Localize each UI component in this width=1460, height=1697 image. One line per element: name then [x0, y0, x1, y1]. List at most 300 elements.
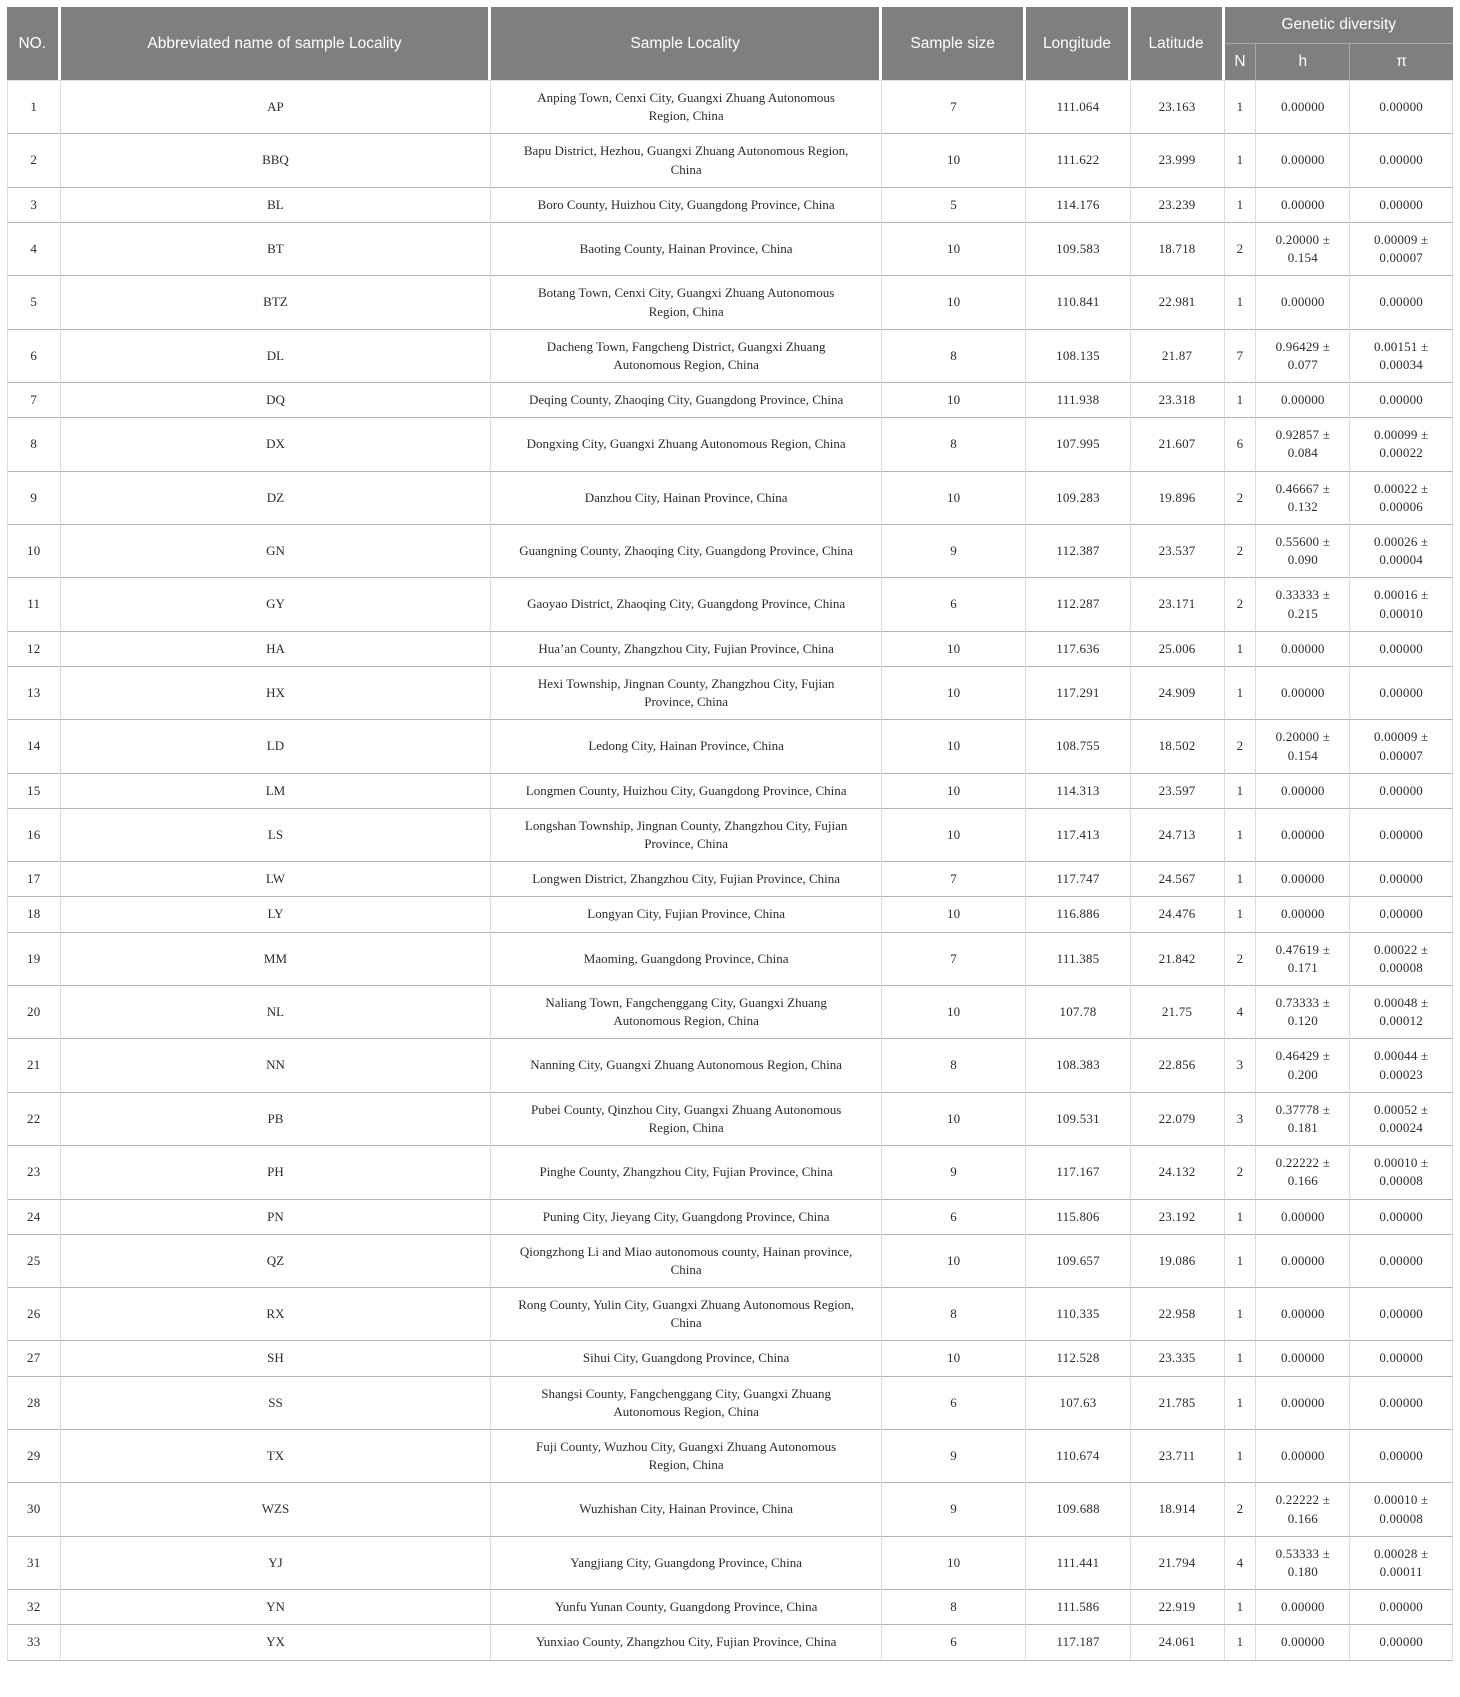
- table-row: [7, 525, 1453, 578]
- cell-abbreviated-name: AP: [61, 80, 492, 134]
- cell-sample-locality: Baoting County, Hainan Province, China: [491, 223, 881, 276]
- cell-pi: 0.00000: [1350, 80, 1453, 134]
- cell-h: 0.00000: [1256, 809, 1350, 862]
- cell-n: 1: [1225, 1235, 1257, 1288]
- cell-h: 0.96429 ± 0.077: [1256, 330, 1350, 383]
- cell-no: 10: [7, 525, 61, 578]
- cell-sample-size: 7: [882, 933, 1027, 986]
- cell-no: 20: [7, 986, 61, 1039]
- table-row: [7, 1288, 1453, 1341]
- cell-sample-locality: Dacheng Town, Fangcheng District, Guangxi Zhuang Autonomous Region, China: [491, 330, 881, 383]
- cell-latitude: 24.476: [1131, 897, 1225, 932]
- cell-no: 31: [7, 1537, 61, 1590]
- cell-n: 7: [1225, 330, 1257, 383]
- cell-abbreviated-name: TX: [61, 1430, 492, 1483]
- cell-pi: 0.00000: [1350, 897, 1453, 932]
- table-row: [7, 1377, 1453, 1430]
- cell-abbreviated-name: BBQ: [61, 134, 492, 187]
- cell-no: 5: [7, 276, 61, 329]
- table-row: [7, 1430, 1453, 1483]
- header-h: h: [1256, 44, 1350, 80]
- cell-sample-size: 9: [882, 525, 1027, 578]
- header-longitude: Longitude: [1026, 7, 1130, 80]
- cell-longitude: 112.387: [1026, 525, 1130, 578]
- table-row: [7, 1039, 1453, 1092]
- cell-longitude: 109.657: [1026, 1235, 1130, 1288]
- cell-pi: 0.00099 ± 0.00022: [1350, 418, 1453, 471]
- cell-longitude: 111.385: [1026, 933, 1130, 986]
- cell-abbreviated-name: GN: [61, 525, 492, 578]
- cell-sample-size: 6: [882, 578, 1027, 631]
- cell-pi: 0.00028 ± 0.00011: [1350, 1537, 1453, 1590]
- cell-abbreviated-name: NN: [61, 1039, 492, 1092]
- cell-n: 1: [1225, 809, 1257, 862]
- cell-h: 0.00000: [1256, 1590, 1350, 1625]
- cell-no: 14: [7, 720, 61, 773]
- cell-h: 0.00000: [1256, 1200, 1350, 1235]
- cell-no: 32: [7, 1590, 61, 1625]
- cell-n: 2: [1225, 472, 1257, 525]
- cell-pi: 0.00009 ± 0.00007: [1350, 720, 1453, 773]
- cell-sample-locality: Yunxiao County, Zhangzhou City, Fujian Province, China: [491, 1625, 881, 1660]
- cell-latitude: 19.896: [1131, 472, 1225, 525]
- cell-h: 0.22222 ± 0.166: [1256, 1146, 1350, 1199]
- cell-no: 9: [7, 472, 61, 525]
- cell-no: 25: [7, 1235, 61, 1288]
- cell-no: 2: [7, 134, 61, 187]
- cell-pi: 0.00044 ± 0.00023: [1350, 1039, 1453, 1092]
- cell-h: 0.53333 ± 0.180: [1256, 1537, 1350, 1590]
- cell-h: 0.00000: [1256, 862, 1350, 897]
- cell-abbreviated-name: LM: [61, 774, 492, 809]
- cell-n: 1: [1225, 774, 1257, 809]
- cell-abbreviated-name: PN: [61, 1200, 492, 1235]
- cell-longitude: 115.806: [1026, 1200, 1130, 1235]
- cell-h: 0.00000: [1256, 897, 1350, 932]
- cell-no: 18: [7, 897, 61, 932]
- cell-sample-size: 10: [882, 720, 1027, 773]
- cell-longitude: 111.064: [1026, 80, 1130, 134]
- cell-sample-locality: Anping Town, Cenxi City, Guangxi Zhuang Autonomous Region, China: [491, 80, 881, 134]
- cell-latitude: 22.958: [1131, 1288, 1225, 1341]
- cell-no: 17: [7, 862, 61, 897]
- cell-sample-locality: Hua’an County, Zhangzhou City, Fujian Province, China: [491, 632, 881, 667]
- cell-sample-size: 10: [882, 134, 1027, 187]
- cell-latitude: 23.318: [1131, 383, 1225, 418]
- cell-n: 1: [1225, 80, 1257, 134]
- cell-n: 2: [1225, 223, 1257, 276]
- header-no: NO.: [7, 7, 61, 80]
- cell-sample-locality: Bapu District, Hezhou, Guangxi Zhuang Autonomous Region, China: [491, 134, 881, 187]
- cell-sample-size: 9: [882, 1146, 1027, 1199]
- table-row: [7, 1093, 1453, 1146]
- table-row: [7, 1625, 1453, 1660]
- cell-sample-size: 8: [882, 330, 1027, 383]
- cell-n: 2: [1225, 1483, 1257, 1536]
- cell-sample-locality: Yunfu Yunan County, Guangdong Province, China: [491, 1590, 881, 1625]
- cell-sample-locality: Shangsi County, Fangchenggang City, Guangxi Zhuang Autonomous Region, China: [491, 1377, 881, 1430]
- cell-sample-size: 10: [882, 1093, 1027, 1146]
- cell-latitude: 18.718: [1131, 223, 1225, 276]
- cell-n: 2: [1225, 720, 1257, 773]
- cell-abbreviated-name: LW: [61, 862, 492, 897]
- cell-h: 0.00000: [1256, 80, 1350, 134]
- cell-latitude: 22.856: [1131, 1039, 1225, 1092]
- cell-no: 16: [7, 809, 61, 862]
- cell-pi: 0.00000: [1350, 383, 1453, 418]
- cell-latitude: 23.239: [1131, 188, 1225, 223]
- cell-no: 33: [7, 1625, 61, 1660]
- cell-longitude: 110.841: [1026, 276, 1130, 329]
- header-n: N: [1225, 44, 1257, 80]
- header-pi: π: [1350, 44, 1453, 80]
- cell-h: 0.00000: [1256, 383, 1350, 418]
- header-latitude: Latitude: [1131, 7, 1225, 80]
- cell-sample-size: 5: [882, 188, 1027, 223]
- cell-sample-size: 8: [882, 1590, 1027, 1625]
- sample-locality-table: [7, 7, 1453, 1661]
- cell-h: 0.33333 ± 0.215: [1256, 578, 1350, 631]
- cell-latitude: 22.079: [1131, 1093, 1225, 1146]
- cell-sample-locality: Longwen District, Zhangzhou City, Fujian Province, China: [491, 862, 881, 897]
- table-row: [7, 667, 1453, 720]
- cell-no: 21: [7, 1039, 61, 1092]
- cell-longitude: 109.688: [1026, 1483, 1130, 1536]
- table-row: [7, 1483, 1453, 1536]
- cell-n: 1: [1225, 1377, 1257, 1430]
- header-sample-locality: Sample Locality: [491, 7, 881, 80]
- cell-n: 1: [1225, 897, 1257, 932]
- cell-no: 29: [7, 1430, 61, 1483]
- cell-pi: 0.00010 ± 0.00008: [1350, 1146, 1453, 1199]
- cell-latitude: 23.335: [1131, 1341, 1225, 1376]
- cell-h: 0.73333 ± 0.120: [1256, 986, 1350, 1039]
- cell-latitude: 21.607: [1131, 418, 1225, 471]
- cell-latitude: 24.567: [1131, 862, 1225, 897]
- cell-abbreviated-name: BT: [61, 223, 492, 276]
- table-row: [7, 330, 1453, 383]
- table-row: [7, 933, 1453, 986]
- cell-sample-locality: Maoming, Guangdong Province, China: [491, 933, 881, 986]
- cell-latitude: 23.597: [1131, 774, 1225, 809]
- cell-sample-size: 8: [882, 1288, 1027, 1341]
- cell-sample-locality: Naliang Town, Fangchenggang City, Guangxi Zhuang Autonomous Region, China: [491, 986, 881, 1039]
- cell-h: 0.00000: [1256, 1235, 1350, 1288]
- table-header: [7, 7, 1453, 80]
- cell-h: 0.00000: [1256, 667, 1350, 720]
- cell-no: 24: [7, 1200, 61, 1235]
- cell-pi: 0.00000: [1350, 134, 1453, 187]
- cell-pi: 0.00000: [1350, 774, 1453, 809]
- cell-no: 7: [7, 383, 61, 418]
- cell-latitude: 23.999: [1131, 134, 1225, 187]
- table-row: [7, 472, 1453, 525]
- cell-longitude: 116.886: [1026, 897, 1130, 932]
- cell-abbreviated-name: HA: [61, 632, 492, 667]
- cell-n: 6: [1225, 418, 1257, 471]
- cell-longitude: 117.413: [1026, 809, 1130, 862]
- cell-longitude: 108.755: [1026, 720, 1130, 773]
- cell-latitude: 21.794: [1131, 1537, 1225, 1590]
- cell-abbreviated-name: SH: [61, 1341, 492, 1376]
- cell-n: 1: [1225, 632, 1257, 667]
- cell-latitude: 24.061: [1131, 1625, 1225, 1660]
- cell-longitude: 111.586: [1026, 1590, 1130, 1625]
- cell-longitude: 117.636: [1026, 632, 1130, 667]
- cell-no: 30: [7, 1483, 61, 1536]
- cell-sample-locality: Danzhou City, Hainan Province, China: [491, 472, 881, 525]
- cell-h: 0.00000: [1256, 774, 1350, 809]
- cell-pi: 0.00022 ± 0.00006: [1350, 472, 1453, 525]
- cell-longitude: 109.583: [1026, 223, 1130, 276]
- cell-abbreviated-name: WZS: [61, 1483, 492, 1536]
- table-row: [7, 1235, 1453, 1288]
- cell-sample-size: 10: [882, 667, 1027, 720]
- cell-longitude: 111.622: [1026, 134, 1130, 187]
- cell-abbreviated-name: HX: [61, 667, 492, 720]
- cell-abbreviated-name: QZ: [61, 1235, 492, 1288]
- cell-abbreviated-name: LY: [61, 897, 492, 932]
- cell-sample-size: 7: [882, 862, 1027, 897]
- cell-abbreviated-name: LS: [61, 809, 492, 862]
- table-row: [7, 1341, 1453, 1376]
- table-row: [7, 418, 1453, 471]
- cell-abbreviated-name: YJ: [61, 1537, 492, 1590]
- cell-longitude: 110.335: [1026, 1288, 1130, 1341]
- cell-pi: 0.00000: [1350, 667, 1453, 720]
- cell-no: 13: [7, 667, 61, 720]
- cell-longitude: 117.167: [1026, 1146, 1130, 1199]
- cell-sample-locality: Longshan Township, Jingnan County, Zhangzhou City, Fujian Province, China: [491, 809, 881, 862]
- cell-sample-size: 9: [882, 1483, 1027, 1536]
- cell-h: 0.00000: [1256, 1625, 1350, 1660]
- cell-h: 0.46429 ± 0.200: [1256, 1039, 1350, 1092]
- cell-sample-locality: Hexi Township, Jingnan County, Zhangzhou City, Fujian Province, China: [491, 667, 881, 720]
- cell-no: 1: [7, 80, 61, 134]
- cell-latitude: 21.842: [1131, 933, 1225, 986]
- cell-abbreviated-name: LD: [61, 720, 492, 773]
- cell-n: 2: [1225, 525, 1257, 578]
- cell-pi: 0.00048 ± 0.00012: [1350, 986, 1453, 1039]
- cell-abbreviated-name: YX: [61, 1625, 492, 1660]
- cell-sample-locality: Guangning County, Zhaoqing City, Guangdong Province, China: [491, 525, 881, 578]
- cell-sample-size: 10: [882, 986, 1027, 1039]
- cell-pi: 0.00052 ± 0.00024: [1350, 1093, 1453, 1146]
- cell-pi: 0.00000: [1350, 1235, 1453, 1288]
- table-row: [7, 134, 1453, 187]
- cell-sample-locality: Nanning City, Guangxi Zhuang Autonomous Region, China: [491, 1039, 881, 1092]
- cell-sample-size: 9: [882, 1430, 1027, 1483]
- cell-latitude: 18.502: [1131, 720, 1225, 773]
- table-body: [7, 80, 1453, 1661]
- cell-n: 1: [1225, 862, 1257, 897]
- cell-longitude: 107.995: [1026, 418, 1130, 471]
- cell-h: 0.37778 ± 0.181: [1256, 1093, 1350, 1146]
- cell-pi: 0.00009 ± 0.00007: [1350, 223, 1453, 276]
- cell-sample-locality: Puning City, Jieyang City, Guangdong Province, China: [491, 1200, 881, 1235]
- cell-sample-size: 10: [882, 897, 1027, 932]
- cell-latitude: 25.006: [1131, 632, 1225, 667]
- cell-sample-size: 10: [882, 383, 1027, 418]
- cell-sample-size: 10: [882, 1341, 1027, 1376]
- cell-pi: 0.00151 ± 0.00034: [1350, 330, 1453, 383]
- cell-pi: 0.00000: [1350, 632, 1453, 667]
- cell-latitude: 19.086: [1131, 1235, 1225, 1288]
- cell-h: 0.55600 ± 0.090: [1256, 525, 1350, 578]
- cell-no: 26: [7, 1288, 61, 1341]
- cell-n: 1: [1225, 134, 1257, 187]
- cell-n: 3: [1225, 1039, 1257, 1092]
- cell-sample-size: 6: [882, 1377, 1027, 1430]
- cell-no: 19: [7, 933, 61, 986]
- cell-no: 28: [7, 1377, 61, 1430]
- cell-no: 4: [7, 223, 61, 276]
- header-genetic-diversity: Genetic diversity: [1225, 7, 1453, 44]
- table-row: [7, 774, 1453, 809]
- cell-sample-size: 10: [882, 632, 1027, 667]
- cell-latitude: 21.87: [1131, 330, 1225, 383]
- cell-abbreviated-name: DQ: [61, 383, 492, 418]
- cell-pi: 0.00016 ± 0.00010: [1350, 578, 1453, 631]
- cell-pi: 0.00010 ± 0.00008: [1350, 1483, 1453, 1536]
- cell-n: 1: [1225, 667, 1257, 720]
- cell-n: 2: [1225, 1146, 1257, 1199]
- cell-h: 0.00000: [1256, 1430, 1350, 1483]
- table-row: [7, 632, 1453, 667]
- cell-longitude: 110.674: [1026, 1430, 1130, 1483]
- cell-n: 3: [1225, 1093, 1257, 1146]
- table-row: [7, 1537, 1453, 1590]
- cell-longitude: 111.441: [1026, 1537, 1130, 1590]
- cell-sample-size: 10: [882, 1235, 1027, 1288]
- cell-h: 0.20000 ± 0.154: [1256, 720, 1350, 773]
- header-sample-size: Sample size: [882, 7, 1027, 80]
- cell-abbreviated-name: NL: [61, 986, 492, 1039]
- cell-longitude: 117.291: [1026, 667, 1130, 720]
- cell-sample-locality: Wuzhishan City, Hainan Province, China: [491, 1483, 881, 1536]
- cell-no: 12: [7, 632, 61, 667]
- cell-longitude: 117.187: [1026, 1625, 1130, 1660]
- table-row: [7, 897, 1453, 932]
- cell-no: 27: [7, 1341, 61, 1376]
- cell-longitude: 109.531: [1026, 1093, 1130, 1146]
- cell-abbreviated-name: RX: [61, 1288, 492, 1341]
- cell-n: 1: [1225, 1288, 1257, 1341]
- cell-no: 23: [7, 1146, 61, 1199]
- cell-sample-locality: Fuji County, Wuzhou City, Guangxi Zhuang Autonomous Region, China: [491, 1430, 881, 1483]
- cell-pi: 0.00000: [1350, 1377, 1453, 1430]
- cell-n: 1: [1225, 276, 1257, 329]
- cell-latitude: 24.713: [1131, 809, 1225, 862]
- cell-sample-locality: Sihui City, Guangdong Province, China: [491, 1341, 881, 1376]
- cell-h: 0.46667 ± 0.132: [1256, 472, 1350, 525]
- cell-no: 8: [7, 418, 61, 471]
- cell-sample-locality: Botang Town, Cenxi City, Guangxi Zhuang Autonomous Region, China: [491, 276, 881, 329]
- cell-no: 3: [7, 188, 61, 223]
- table-row: [7, 1590, 1453, 1625]
- cell-longitude: 112.528: [1026, 1341, 1130, 1376]
- table-row: [7, 223, 1453, 276]
- table-row: [7, 1146, 1453, 1199]
- cell-h: 0.92857 ± 0.084: [1256, 418, 1350, 471]
- cell-longitude: 112.287: [1026, 578, 1130, 631]
- cell-latitude: 23.163: [1131, 80, 1225, 134]
- cell-sample-locality: Pubei County, Qinzhou City, Guangxi Zhuang Autonomous Region, China: [491, 1093, 881, 1146]
- cell-longitude: 108.383: [1026, 1039, 1130, 1092]
- cell-pi: 0.00000: [1350, 188, 1453, 223]
- header-row-main: [7, 7, 1453, 44]
- cell-longitude: 107.78: [1026, 986, 1130, 1039]
- cell-sample-locality: Longyan City, Fujian Province, China: [491, 897, 881, 932]
- cell-abbreviated-name: PH: [61, 1146, 492, 1199]
- cell-sample-size: 10: [882, 809, 1027, 862]
- cell-n: 1: [1225, 1590, 1257, 1625]
- cell-pi: 0.00000: [1350, 1288, 1453, 1341]
- cell-pi: 0.00022 ± 0.00008: [1350, 933, 1453, 986]
- cell-h: 0.00000: [1256, 276, 1350, 329]
- cell-sample-locality: Dongxing City, Guangxi Zhuang Autonomous Region, China: [491, 418, 881, 471]
- cell-h: 0.20000 ± 0.154: [1256, 223, 1350, 276]
- cell-latitude: 23.171: [1131, 578, 1225, 631]
- cell-h: 0.47619 ± 0.171: [1256, 933, 1350, 986]
- cell-abbreviated-name: BTZ: [61, 276, 492, 329]
- cell-longitude: 109.283: [1026, 472, 1130, 525]
- cell-sample-size: 10: [882, 276, 1027, 329]
- cell-latitude: 24.909: [1131, 667, 1225, 720]
- cell-latitude: 23.711: [1131, 1430, 1225, 1483]
- cell-h: 0.00000: [1256, 1341, 1350, 1376]
- table-row: [7, 720, 1453, 773]
- cell-sample-locality: Boro County, Huizhou City, Guangdong Province, China: [491, 188, 881, 223]
- cell-longitude: 108.135: [1026, 330, 1130, 383]
- cell-sample-size: 6: [882, 1625, 1027, 1660]
- cell-latitude: 18.914: [1131, 1483, 1225, 1536]
- cell-latitude: 21.75: [1131, 986, 1225, 1039]
- cell-n: 1: [1225, 188, 1257, 223]
- cell-no: 6: [7, 330, 61, 383]
- cell-n: 2: [1225, 578, 1257, 631]
- cell-pi: 0.00000: [1350, 809, 1453, 862]
- cell-pi: 0.00000: [1350, 1341, 1453, 1376]
- cell-no: 15: [7, 774, 61, 809]
- cell-sample-size: 6: [882, 1200, 1027, 1235]
- cell-n: 1: [1225, 1430, 1257, 1483]
- cell-no: 11: [7, 578, 61, 631]
- cell-pi: 0.00000: [1350, 1590, 1453, 1625]
- cell-sample-locality: Gaoyao District, Zhaoqing City, Guangdong Province, China: [491, 578, 881, 631]
- cell-sample-locality: Ledong City, Hainan Province, China: [491, 720, 881, 773]
- cell-pi: 0.00000: [1350, 862, 1453, 897]
- cell-latitude: 22.919: [1131, 1590, 1225, 1625]
- cell-sample-size: 8: [882, 418, 1027, 471]
- table-row: [7, 862, 1453, 897]
- table-row: [7, 188, 1453, 223]
- cell-sample-locality: Rong County, Yulin City, Guangxi Zhuang Autonomous Region, China: [491, 1288, 881, 1341]
- cell-sample-size: 10: [882, 223, 1027, 276]
- cell-abbreviated-name: PB: [61, 1093, 492, 1146]
- cell-h: 0.00000: [1256, 632, 1350, 667]
- cell-abbreviated-name: SS: [61, 1377, 492, 1430]
- cell-longitude: 117.747: [1026, 862, 1130, 897]
- cell-n: 4: [1225, 986, 1257, 1039]
- cell-sample-locality: Yangjiang City, Guangdong Province, China: [491, 1537, 881, 1590]
- table-row: [7, 986, 1453, 1039]
- cell-longitude: 114.176: [1026, 188, 1130, 223]
- cell-sample-size: 10: [882, 1537, 1027, 1590]
- cell-abbreviated-name: BL: [61, 188, 492, 223]
- cell-n: 1: [1225, 1200, 1257, 1235]
- cell-h: 0.22222 ± 0.166: [1256, 1483, 1350, 1536]
